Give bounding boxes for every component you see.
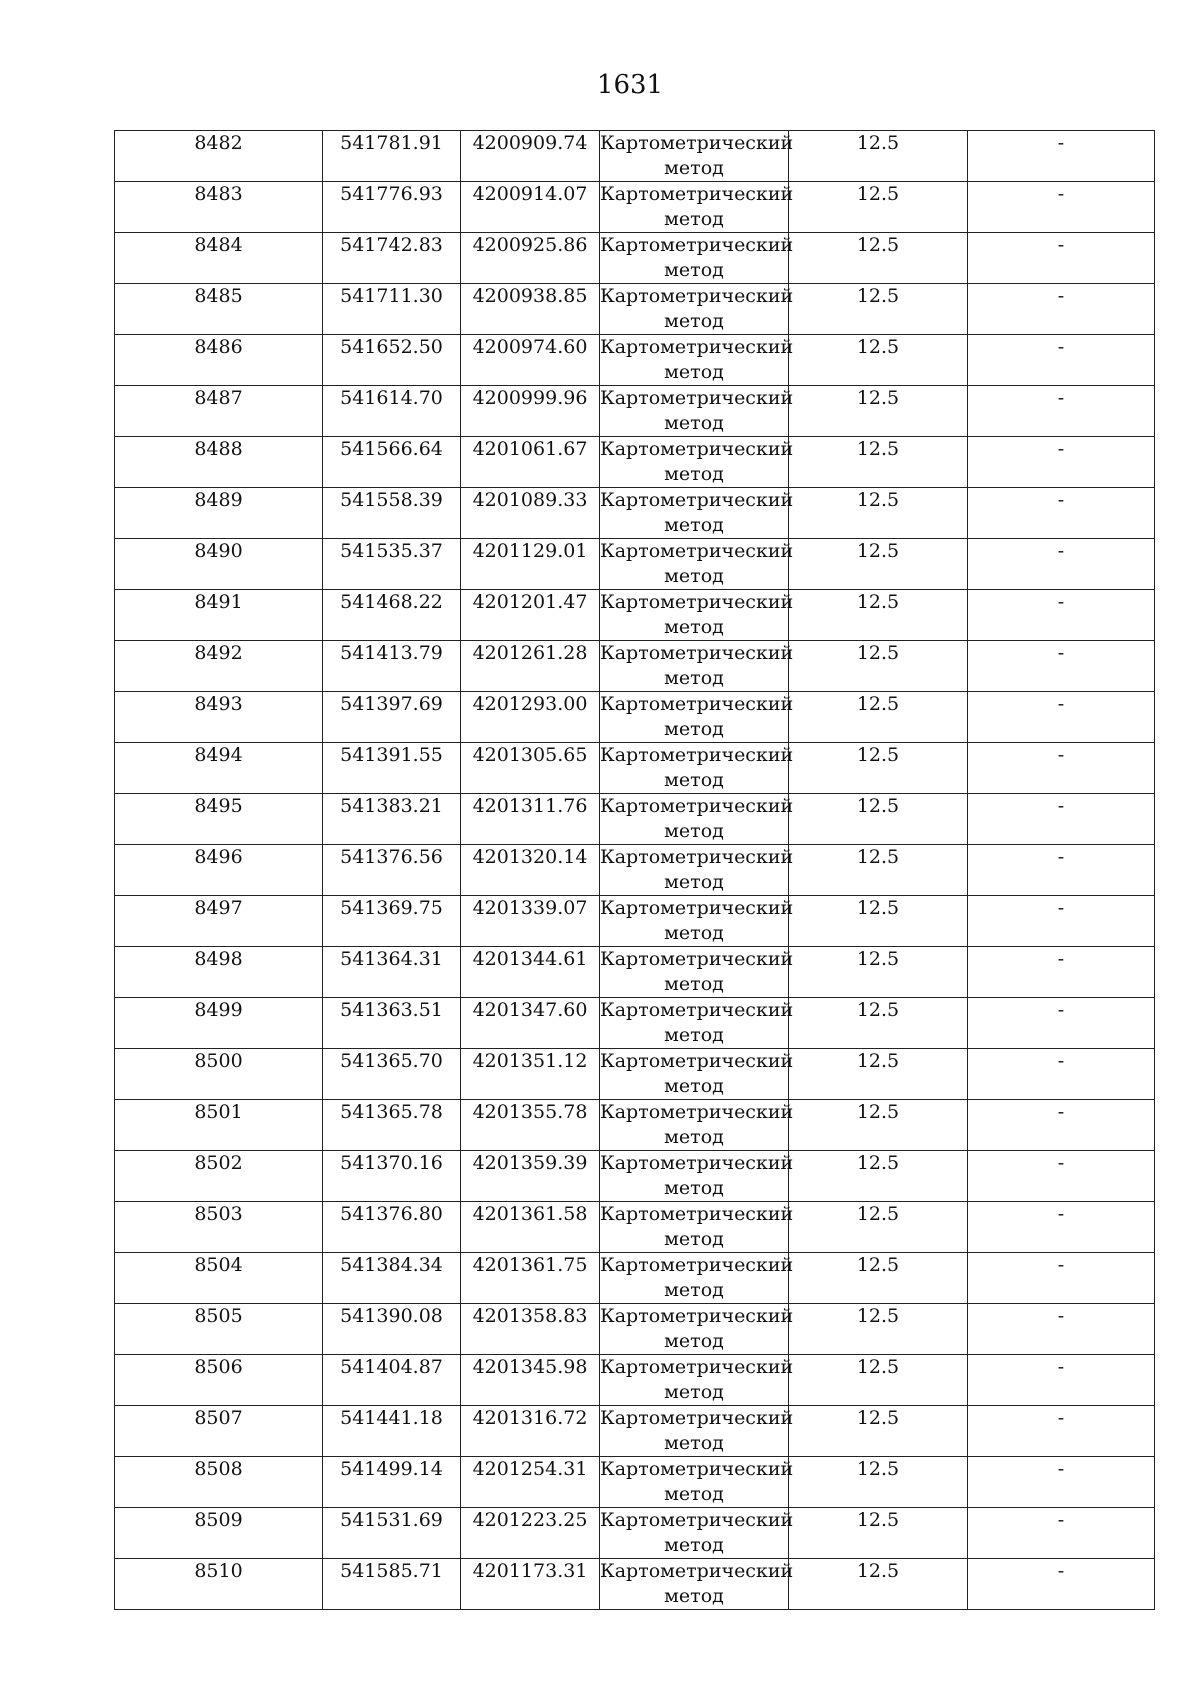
method-line-1: Картометрический bbox=[600, 795, 794, 817]
method-line-1: Картометрический bbox=[600, 438, 794, 460]
error-cell: 12.5 bbox=[789, 1100, 968, 1151]
method-cell bbox=[600, 1355, 794, 1406]
method-line-2: метод bbox=[664, 1330, 724, 1352]
y-coordinate-cell: 4201359.39 bbox=[461, 1151, 600, 1202]
error-cell: 12.5 bbox=[789, 539, 968, 590]
method-line-2: метод bbox=[664, 820, 724, 842]
point-number-cell: 8495 bbox=[115, 794, 323, 845]
table-row bbox=[115, 335, 1155, 386]
method-cell bbox=[600, 131, 794, 182]
note-cell: - bbox=[968, 1304, 1155, 1355]
y-coordinate-cell: 4201129.01 bbox=[461, 539, 600, 590]
method-line-2: метод bbox=[664, 1381, 724, 1403]
table-row bbox=[115, 947, 1155, 998]
error-cell: 12.5 bbox=[789, 1304, 968, 1355]
table-row bbox=[115, 998, 1155, 1049]
method-cell bbox=[600, 845, 794, 896]
method-line-1: Картометрический bbox=[600, 336, 794, 358]
method-cell bbox=[600, 1253, 794, 1304]
method-cell bbox=[600, 1559, 794, 1610]
error-cell: 12.5 bbox=[789, 1202, 968, 1253]
error-cell: 12.5 bbox=[789, 743, 968, 794]
method-line-2: метод bbox=[664, 667, 724, 689]
method-line-1: Картометрический bbox=[600, 1305, 794, 1327]
point-number-cell: 8509 bbox=[115, 1508, 323, 1559]
method-line-1: Картометрический bbox=[600, 1203, 794, 1225]
point-number-cell: 8502 bbox=[115, 1151, 323, 1202]
x-coordinate-cell: 541614.70 bbox=[323, 386, 461, 437]
error-cell: 12.5 bbox=[789, 794, 968, 845]
method-line-2: метод bbox=[664, 1432, 724, 1454]
x-coordinate-cell: 541499.14 bbox=[323, 1457, 461, 1508]
table-row bbox=[115, 1559, 1155, 1610]
table-row bbox=[115, 1202, 1155, 1253]
point-number-cell: 8500 bbox=[115, 1049, 323, 1100]
table-row bbox=[115, 1253, 1155, 1304]
method-line-2: метод bbox=[664, 310, 724, 332]
point-number-cell: 8493 bbox=[115, 692, 323, 743]
table-row bbox=[115, 437, 1155, 488]
error-cell: 12.5 bbox=[789, 947, 968, 998]
y-coordinate-cell: 4200914.07 bbox=[461, 182, 600, 233]
point-number-cell: 8497 bbox=[115, 896, 323, 947]
error-cell: 12.5 bbox=[789, 437, 968, 488]
x-coordinate-cell: 541370.16 bbox=[323, 1151, 461, 1202]
error-cell: 12.5 bbox=[789, 1508, 968, 1559]
method-cell bbox=[600, 947, 794, 998]
note-cell: - bbox=[968, 1100, 1155, 1151]
method-line-1: Картометрический bbox=[600, 693, 794, 715]
y-coordinate-cell: 4201223.25 bbox=[461, 1508, 600, 1559]
note-cell: - bbox=[968, 896, 1155, 947]
method-cell bbox=[600, 896, 794, 947]
y-coordinate-cell: 4201361.58 bbox=[461, 1202, 600, 1253]
error-cell: 12.5 bbox=[789, 845, 968, 896]
note-cell: - bbox=[968, 335, 1155, 386]
method-line-2: метод bbox=[664, 1585, 724, 1607]
method-line-1: Картометрический bbox=[600, 1050, 794, 1072]
method-cell bbox=[600, 641, 794, 692]
point-number-cell: 8501 bbox=[115, 1100, 323, 1151]
y-coordinate-cell: 4200999.96 bbox=[461, 386, 600, 437]
error-cell: 12.5 bbox=[789, 1151, 968, 1202]
table-row bbox=[115, 1304, 1155, 1355]
method-cell bbox=[600, 1151, 794, 1202]
note-cell: - bbox=[968, 284, 1155, 335]
method-line-1: Картометрический bbox=[600, 1101, 794, 1123]
method-line-1: Картометрический bbox=[600, 1254, 794, 1276]
method-line-2: метод bbox=[664, 616, 724, 638]
y-coordinate-cell: 4201311.76 bbox=[461, 794, 600, 845]
point-number-cell: 8489 bbox=[115, 488, 323, 539]
x-coordinate-cell: 541566.64 bbox=[323, 437, 461, 488]
point-number-cell: 8505 bbox=[115, 1304, 323, 1355]
method-line-1: Картометрический bbox=[600, 1356, 794, 1378]
method-line-2: метод bbox=[664, 412, 724, 434]
method-line-2: метод bbox=[664, 922, 724, 944]
method-line-1: Картометрический bbox=[600, 948, 794, 970]
y-coordinate-cell: 4200909.74 bbox=[461, 131, 600, 182]
method-line-2: метод bbox=[664, 1177, 724, 1199]
note-cell: - bbox=[968, 641, 1155, 692]
table-row bbox=[115, 539, 1155, 590]
method-cell bbox=[600, 1457, 794, 1508]
method-cell bbox=[600, 284, 794, 335]
table-row bbox=[115, 845, 1155, 896]
method-line-2: метод bbox=[664, 1279, 724, 1301]
x-coordinate-cell: 541390.08 bbox=[323, 1304, 461, 1355]
point-number-cell: 8491 bbox=[115, 590, 323, 641]
point-number-cell: 8504 bbox=[115, 1253, 323, 1304]
error-cell: 12.5 bbox=[789, 1457, 968, 1508]
x-coordinate-cell: 541468.22 bbox=[323, 590, 461, 641]
point-number-cell: 8510 bbox=[115, 1559, 323, 1610]
x-coordinate-cell: 541391.55 bbox=[323, 743, 461, 794]
table-row bbox=[115, 641, 1155, 692]
error-cell: 12.5 bbox=[789, 284, 968, 335]
error-cell: 12.5 bbox=[789, 335, 968, 386]
y-coordinate-cell: 4201089.33 bbox=[461, 488, 600, 539]
y-coordinate-cell: 4201358.83 bbox=[461, 1304, 600, 1355]
method-cell bbox=[600, 539, 794, 590]
table-row bbox=[115, 1457, 1155, 1508]
note-cell: - bbox=[968, 1457, 1155, 1508]
table-row bbox=[115, 692, 1155, 743]
y-coordinate-cell: 4201316.72 bbox=[461, 1406, 600, 1457]
y-coordinate-cell: 4201345.98 bbox=[461, 1355, 600, 1406]
method-line-2: метод bbox=[664, 718, 724, 740]
y-coordinate-cell: 4201254.31 bbox=[461, 1457, 600, 1508]
error-cell: 12.5 bbox=[789, 1253, 968, 1304]
note-cell: - bbox=[968, 131, 1155, 182]
point-number-cell: 8494 bbox=[115, 743, 323, 794]
method-line-1: Картометрический bbox=[600, 1152, 794, 1174]
x-coordinate-cell: 541585.71 bbox=[323, 1559, 461, 1610]
method-cell bbox=[600, 692, 794, 743]
method-cell bbox=[600, 386, 794, 437]
point-number-cell: 8485 bbox=[115, 284, 323, 335]
method-cell bbox=[600, 1406, 794, 1457]
method-cell bbox=[600, 335, 794, 386]
note-cell: - bbox=[968, 998, 1155, 1049]
y-coordinate-cell: 4201361.75 bbox=[461, 1253, 600, 1304]
method-line-1: Картометрический bbox=[600, 642, 794, 664]
y-coordinate-cell: 4201355.78 bbox=[461, 1100, 600, 1151]
method-line-1: Картометрический bbox=[600, 999, 794, 1021]
method-line-1: Картометрический bbox=[600, 540, 794, 562]
table-row bbox=[115, 182, 1155, 233]
note-cell: - bbox=[968, 182, 1155, 233]
note-cell: - bbox=[968, 488, 1155, 539]
y-coordinate-cell: 4201344.61 bbox=[461, 947, 600, 998]
method-cell bbox=[600, 998, 794, 1049]
y-coordinate-cell: 4200925.86 bbox=[461, 233, 600, 284]
note-cell: - bbox=[968, 845, 1155, 896]
error-cell: 12.5 bbox=[789, 896, 968, 947]
table-row bbox=[115, 590, 1155, 641]
table-row bbox=[115, 284, 1155, 335]
point-number-cell: 8482 bbox=[115, 131, 323, 182]
x-coordinate-cell: 541383.21 bbox=[323, 794, 461, 845]
table-row bbox=[115, 1508, 1155, 1559]
method-line-2: метод bbox=[664, 208, 724, 230]
method-line-2: метод bbox=[664, 1228, 724, 1250]
y-coordinate-cell: 4201173.31 bbox=[461, 1559, 600, 1610]
y-coordinate-cell: 4201347.60 bbox=[461, 998, 600, 1049]
y-coordinate-cell: 4201305.65 bbox=[461, 743, 600, 794]
note-cell: - bbox=[968, 1355, 1155, 1406]
method-line-2: метод bbox=[664, 514, 724, 536]
x-coordinate-cell: 541397.69 bbox=[323, 692, 461, 743]
method-cell bbox=[600, 1304, 794, 1355]
method-line-2: метод bbox=[664, 1126, 724, 1148]
error-cell: 12.5 bbox=[789, 1049, 968, 1100]
y-coordinate-cell: 4201061.67 bbox=[461, 437, 600, 488]
error-cell: 12.5 bbox=[789, 641, 968, 692]
method-cell bbox=[600, 488, 794, 539]
method-line-2: метод bbox=[664, 871, 724, 893]
method-line-1: Картометрический bbox=[600, 1458, 794, 1480]
error-cell: 12.5 bbox=[789, 182, 968, 233]
error-cell: 12.5 bbox=[789, 590, 968, 641]
x-coordinate-cell: 541365.70 bbox=[323, 1049, 461, 1100]
x-coordinate-cell: 541376.80 bbox=[323, 1202, 461, 1253]
note-cell: - bbox=[968, 1049, 1155, 1100]
x-coordinate-cell: 541742.83 bbox=[323, 233, 461, 284]
method-line-2: метод bbox=[664, 1024, 724, 1046]
error-cell: 12.5 bbox=[789, 1406, 968, 1457]
note-cell: - bbox=[968, 1151, 1155, 1202]
method-cell bbox=[600, 233, 794, 284]
point-number-cell: 8487 bbox=[115, 386, 323, 437]
method-line-2: метод bbox=[664, 157, 724, 179]
method-cell bbox=[600, 743, 794, 794]
x-coordinate-cell: 541369.75 bbox=[323, 896, 461, 947]
table-row bbox=[115, 488, 1155, 539]
x-coordinate-cell: 541531.69 bbox=[323, 1508, 461, 1559]
error-cell: 12.5 bbox=[789, 386, 968, 437]
point-number-cell: 8508 bbox=[115, 1457, 323, 1508]
method-cell bbox=[600, 1202, 794, 1253]
x-coordinate-cell: 541413.79 bbox=[323, 641, 461, 692]
method-line-2: метод bbox=[664, 1075, 724, 1097]
method-line-1: Картометрический bbox=[600, 183, 794, 205]
point-number-cell: 8483 bbox=[115, 182, 323, 233]
point-number-cell: 8507 bbox=[115, 1406, 323, 1457]
note-cell: - bbox=[968, 1406, 1155, 1457]
table-row bbox=[115, 1406, 1155, 1457]
y-coordinate-cell: 4201320.14 bbox=[461, 845, 600, 896]
table-row bbox=[115, 896, 1155, 947]
point-number-cell: 8506 bbox=[115, 1355, 323, 1406]
error-cell: 12.5 bbox=[789, 488, 968, 539]
point-number-cell: 8492 bbox=[115, 641, 323, 692]
x-coordinate-cell: 541652.50 bbox=[323, 335, 461, 386]
method-cell bbox=[600, 182, 794, 233]
method-line-1: Картометрический bbox=[600, 387, 794, 409]
x-coordinate-cell: 541558.39 bbox=[323, 488, 461, 539]
note-cell: - bbox=[968, 386, 1155, 437]
method-line-2: метод bbox=[664, 769, 724, 791]
method-line-2: метод bbox=[664, 1534, 724, 1556]
note-cell: - bbox=[968, 1202, 1155, 1253]
table-row bbox=[115, 233, 1155, 284]
error-cell: 12.5 bbox=[789, 1355, 968, 1406]
note-cell: - bbox=[968, 794, 1155, 845]
y-coordinate-cell: 4200974.60 bbox=[461, 335, 600, 386]
point-number-cell: 8490 bbox=[115, 539, 323, 590]
note-cell: - bbox=[968, 1559, 1155, 1610]
x-coordinate-cell: 541535.37 bbox=[323, 539, 461, 590]
note-cell: - bbox=[968, 233, 1155, 284]
table-row bbox=[115, 386, 1155, 437]
point-number-cell: 8499 bbox=[115, 998, 323, 1049]
table-row bbox=[115, 1049, 1155, 1100]
point-number-cell: 8496 bbox=[115, 845, 323, 896]
error-cell: 12.5 bbox=[789, 998, 968, 1049]
note-cell: - bbox=[968, 590, 1155, 641]
method-line-1: Картометрический bbox=[600, 591, 794, 613]
table-row bbox=[115, 1355, 1155, 1406]
table-row bbox=[115, 1100, 1155, 1151]
y-coordinate-cell: 4201339.07 bbox=[461, 896, 600, 947]
y-coordinate-cell: 4201261.28 bbox=[461, 641, 600, 692]
x-coordinate-cell: 541364.31 bbox=[323, 947, 461, 998]
error-cell: 12.5 bbox=[789, 1559, 968, 1610]
method-line-1: Картометрический bbox=[600, 897, 794, 919]
x-coordinate-cell: 541376.56 bbox=[323, 845, 461, 896]
coordinates-table-body bbox=[115, 131, 1155, 1610]
y-coordinate-cell: 4201293.00 bbox=[461, 692, 600, 743]
page-number: 1631 bbox=[596, 70, 664, 100]
x-coordinate-cell: 541441.18 bbox=[323, 1406, 461, 1457]
method-cell bbox=[600, 590, 794, 641]
note-cell: - bbox=[968, 437, 1155, 488]
method-line-2: метод bbox=[664, 973, 724, 995]
method-line-2: метод bbox=[664, 361, 724, 383]
method-cell bbox=[600, 1049, 794, 1100]
method-line-1: Картометрический bbox=[600, 846, 794, 868]
y-coordinate-cell: 4201201.47 bbox=[461, 590, 600, 641]
point-number-cell: 8488 bbox=[115, 437, 323, 488]
method-line-1: Картометрический bbox=[600, 132, 794, 154]
method-line-1: Картометрический bbox=[600, 1509, 794, 1531]
table-row bbox=[115, 743, 1155, 794]
coordinates-table bbox=[114, 130, 1155, 1610]
point-number-cell: 8486 bbox=[115, 335, 323, 386]
table-row bbox=[115, 794, 1155, 845]
method-cell bbox=[600, 1508, 794, 1559]
x-coordinate-cell: 541404.87 bbox=[323, 1355, 461, 1406]
point-number-cell: 8503 bbox=[115, 1202, 323, 1253]
x-coordinate-cell: 541363.51 bbox=[323, 998, 461, 1049]
x-coordinate-cell: 541365.78 bbox=[323, 1100, 461, 1151]
method-line-1: Картометрический bbox=[600, 489, 794, 511]
x-coordinate-cell: 541711.30 bbox=[323, 284, 461, 335]
method-line-2: метод bbox=[664, 259, 724, 281]
error-cell: 12.5 bbox=[789, 692, 968, 743]
method-line-1: Картометрический bbox=[600, 1560, 794, 1582]
method-line-1: Картометрический bbox=[600, 234, 794, 256]
y-coordinate-cell: 4200938.85 bbox=[461, 284, 600, 335]
x-coordinate-cell: 541776.93 bbox=[323, 182, 461, 233]
method-cell bbox=[600, 794, 794, 845]
method-line-2: метод bbox=[664, 1483, 724, 1505]
method-line-2: метод bbox=[664, 565, 724, 587]
table-row bbox=[115, 1151, 1155, 1202]
x-coordinate-cell: 541384.34 bbox=[323, 1253, 461, 1304]
note-cell: - bbox=[968, 539, 1155, 590]
note-cell: - bbox=[968, 1508, 1155, 1559]
method-cell bbox=[600, 1100, 794, 1151]
point-number-cell: 8498 bbox=[115, 947, 323, 998]
method-line-2: метод bbox=[664, 463, 724, 485]
y-coordinate-cell: 4201351.12 bbox=[461, 1049, 600, 1100]
point-number-cell: 8484 bbox=[115, 233, 323, 284]
method-line-1: Картометрический bbox=[600, 744, 794, 766]
note-cell: - bbox=[968, 692, 1155, 743]
error-cell: 12.5 bbox=[789, 131, 968, 182]
x-coordinate-cell: 541781.91 bbox=[323, 131, 461, 182]
table-row bbox=[115, 131, 1155, 182]
error-cell: 12.5 bbox=[789, 233, 968, 284]
note-cell: - bbox=[968, 947, 1155, 998]
method-line-1: Картометрический bbox=[600, 285, 794, 307]
note-cell: - bbox=[968, 1253, 1155, 1304]
method-line-1: Картометрический bbox=[600, 1407, 794, 1429]
note-cell: - bbox=[968, 743, 1155, 794]
method-cell bbox=[600, 437, 794, 488]
